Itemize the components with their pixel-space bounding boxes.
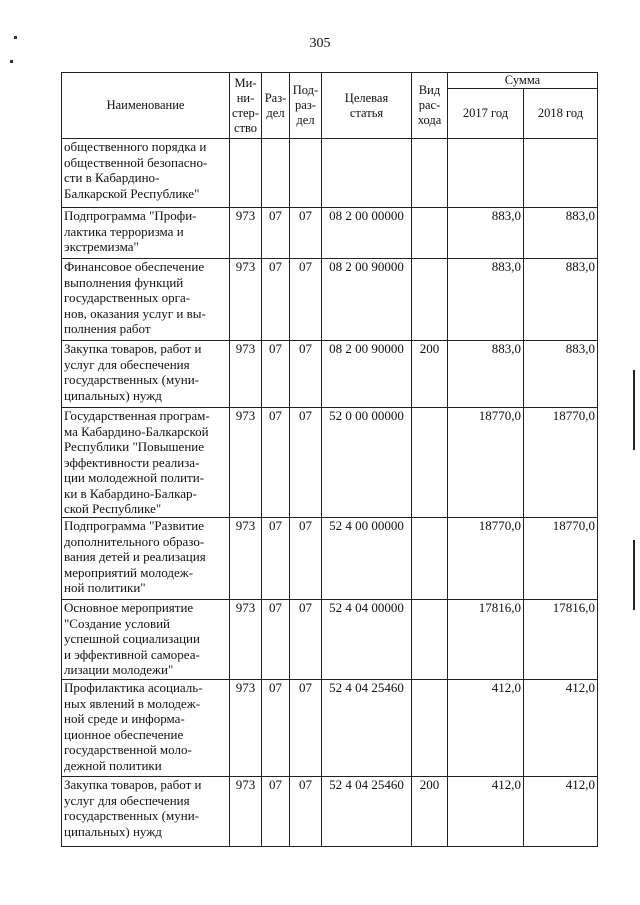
header-section: Раз- дел [262, 73, 290, 139]
cell-expense-type [412, 408, 448, 518]
cell-ministry: 973 [230, 777, 262, 847]
header-ministry: Ми- ни- стер- ство [230, 73, 262, 139]
header-year-2017: 2017 год [448, 89, 524, 139]
cell-section: 07 [262, 259, 290, 341]
cell-target-article: 08 2 00 00000 [322, 208, 412, 259]
header-name: Наименование [62, 73, 230, 139]
budget-table [61, 72, 598, 847]
scan-mark-bottom [10, 60, 13, 63]
table-body [62, 139, 598, 847]
cell-expense-type: 200 [412, 341, 448, 408]
cell-section [262, 139, 290, 208]
cell-section: 07 [262, 341, 290, 408]
cell-expense-type [412, 139, 448, 208]
cell-amount-2017: 412,0 [448, 680, 524, 777]
table-row [62, 139, 598, 208]
cell-section: 07 [262, 680, 290, 777]
cell-target-article: 52 4 04 25460 [322, 680, 412, 777]
table-row [62, 518, 598, 600]
header-year-2018: 2018 год [524, 89, 598, 139]
cell-amount-2017: 883,0 [448, 341, 524, 408]
scan-edge-line-lower [633, 540, 635, 610]
cell-name: Закупка товаров, работ и услуг для обеспечения государственных (муни- ципальных) нужд [62, 777, 230, 847]
cell-ministry: 973 [230, 259, 262, 341]
cell-ministry: 973 [230, 341, 262, 408]
cell-name: Профилактика асоциаль- ных явлений в молодеж- ной среде и информа- ционное обеспечение государственной моло- дежной политики [62, 680, 230, 777]
cell-expense-type [412, 600, 448, 680]
cell-amount-2017: 18770,0 [448, 518, 524, 600]
table-row [62, 680, 598, 777]
cell-amount-2018 [524, 139, 598, 208]
cell-section: 07 [262, 208, 290, 259]
cell-target-article [322, 139, 412, 208]
cell-ministry: 973 [230, 680, 262, 777]
table-row [62, 208, 598, 259]
cell-amount-2018: 883,0 [524, 341, 598, 408]
cell-subsection [290, 139, 322, 208]
cell-name: Закупка товаров, работ и услуг для обеспечения государственных (муни- ципальных) нужд [62, 341, 230, 408]
cell-amount-2018: 412,0 [524, 680, 598, 777]
cell-name: Подпрограмма "Развитие дополнительного образо- вания детей и реализация мероприятий молодеж- ной политики" [62, 518, 230, 600]
cell-section: 07 [262, 518, 290, 600]
cell-amount-2017: 883,0 [448, 259, 524, 341]
cell-name: Финансовое обеспечение выполнения функций государственных орга- нов, оказания услуг и вы- полнения работ [62, 259, 230, 341]
cell-subsection: 07 [290, 408, 322, 518]
cell-subsection: 07 [290, 777, 322, 847]
cell-name: Основное мероприятие "Создание условий успешной социализации и эффективной самореа- лизации молодежи" [62, 600, 230, 680]
table-row [62, 341, 598, 408]
header-subsection: Под- раз- дел [290, 73, 322, 139]
table-row [62, 408, 598, 518]
cell-ministry: 973 [230, 600, 262, 680]
cell-amount-2018: 883,0 [524, 208, 598, 259]
cell-subsection: 07 [290, 341, 322, 408]
header-sum: Сумма [448, 73, 598, 89]
cell-expense-type [412, 518, 448, 600]
cell-amount-2018: 412,0 [524, 777, 598, 847]
cell-section: 07 [262, 408, 290, 518]
cell-amount-2017 [448, 139, 524, 208]
cell-ministry: 973 [230, 518, 262, 600]
cell-target-article: 08 2 00 90000 [322, 341, 412, 408]
cell-target-article: 52 4 04 00000 [322, 600, 412, 680]
table-row [62, 600, 598, 680]
cell-ministry: 973 [230, 208, 262, 259]
cell-amount-2017: 883,0 [448, 208, 524, 259]
cell-target-article: 52 4 00 00000 [322, 518, 412, 600]
cell-amount-2017: 17816,0 [448, 600, 524, 680]
cell-section: 07 [262, 600, 290, 680]
cell-amount-2017: 18770,0 [448, 408, 524, 518]
page-number: 305 [309, 36, 331, 51]
cell-amount-2018: 17816,0 [524, 600, 598, 680]
cell-amount-2018: 883,0 [524, 259, 598, 341]
cell-name: общественного порядка и общественной безопасно- сти в Кабардино- Балкарской Республике" [62, 139, 230, 208]
cell-ministry: 973 [230, 408, 262, 518]
cell-subsection: 07 [290, 259, 322, 341]
cell-amount-2018: 18770,0 [524, 518, 598, 600]
cell-expense-type [412, 208, 448, 259]
table-row [62, 259, 598, 341]
cell-expense-type [412, 259, 448, 341]
cell-ministry [230, 139, 262, 208]
scan-edge-line-upper [633, 370, 635, 450]
cell-name: Государственная програм- ма Кабардино-Балкарской Республики "Повышение эффективности реализа- ции молодежной полити- ки в Кабардино-Балкар- ской Республике" [62, 408, 230, 518]
cell-subsection: 07 [290, 600, 322, 680]
table-header [62, 73, 598, 139]
header-target-article: Целевая статья [322, 73, 412, 139]
table-row [62, 777, 598, 847]
cell-subsection: 07 [290, 680, 322, 777]
cell-target-article: 08 2 00 90000 [322, 259, 412, 341]
cell-section: 07 [262, 777, 290, 847]
cell-subsection: 07 [290, 518, 322, 600]
cell-target-article: 52 0 00 00000 [322, 408, 412, 518]
cell-target-article: 52 4 04 25460 [322, 777, 412, 847]
cell-expense-type: 200 [412, 777, 448, 847]
cell-subsection: 07 [290, 208, 322, 259]
cell-amount-2018: 18770,0 [524, 408, 598, 518]
cell-amount-2017: 412,0 [448, 777, 524, 847]
cell-expense-type [412, 680, 448, 777]
header-expense-type: Вид рас- хода [412, 73, 448, 139]
cell-name: Подпрограмма "Профи- лактика терроризма и экстремизма" [62, 208, 230, 259]
